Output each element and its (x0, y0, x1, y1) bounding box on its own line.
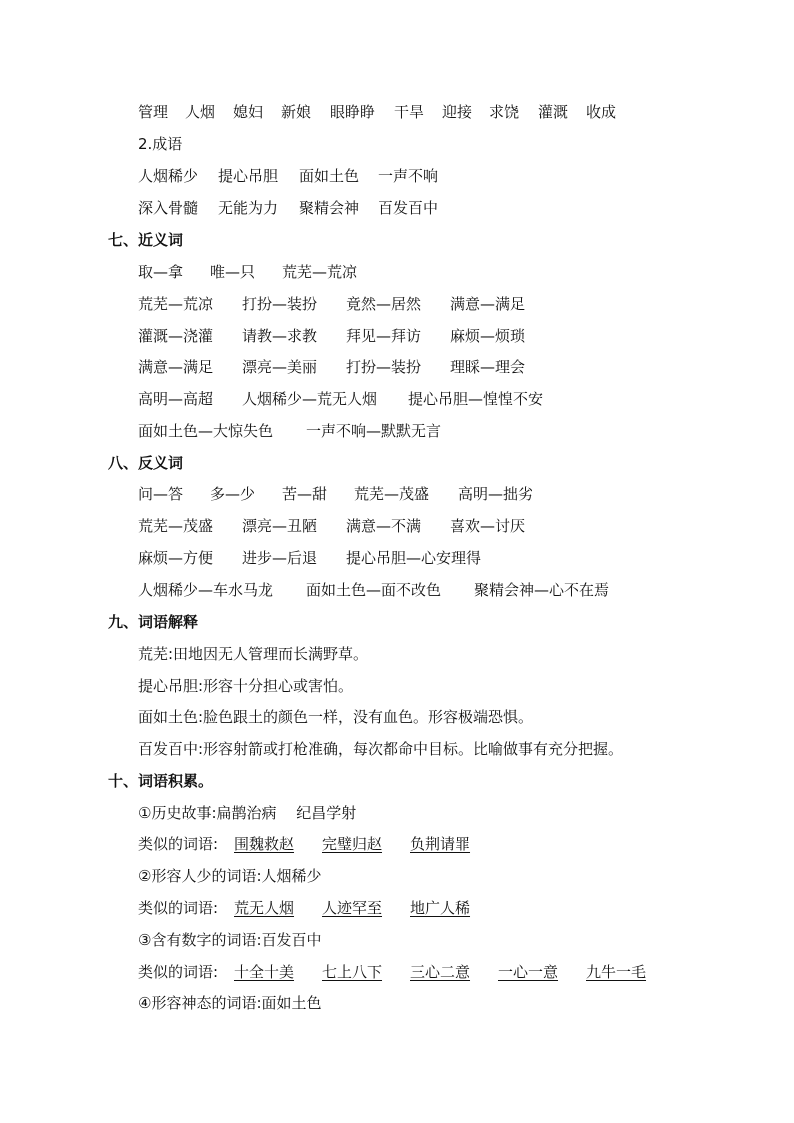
synonym-pair: 面如土色—大惊失色 (138, 422, 274, 440)
idiom: 人烟稀少 (138, 167, 199, 185)
word: 迎接 (442, 103, 473, 121)
similar-word: 人迹罕至 (322, 899, 383, 917)
similar-word: 七上八下 (322, 963, 383, 981)
antonym-pair: 聚精会神—心不在焉 (474, 581, 610, 599)
word: 干旱 (394, 103, 425, 121)
synonym-pair: 请教—求教 (242, 327, 318, 345)
explanation-item: 荒芜:田地因无人管理而长满野草。 (138, 645, 369, 663)
explanation-item: 提心吊胆:形容十分担心或害怕。 (138, 677, 354, 695)
accumulation-item: ②形容人少的词语:人烟稀少 (138, 867, 322, 885)
similar-label: 类似的词语: (138, 899, 219, 917)
similar-word: 十全十美 (234, 963, 295, 981)
synonym-pair: 灌溉—浇灌 (138, 327, 214, 345)
idioms-heading: 2.成语 (138, 135, 183, 153)
synonym-pair: 高明—高超 (138, 390, 214, 408)
antonyms-heading: 八、反义词 (108, 454, 184, 472)
antonym-pair: 提心吊胆—心安理得 (346, 549, 482, 567)
accumulation-item: ①历史故事:扁鹊治病 纪昌学射 (138, 804, 357, 822)
idiom: 聚精会神 (299, 199, 360, 217)
idiom: 无能为力 (218, 199, 279, 217)
word: 灌溉 (538, 103, 569, 121)
idiom: 深入骨髓 (138, 199, 199, 217)
word: 媳妇 (233, 103, 264, 121)
antonym-pair: 人烟稀少—车水马龙 (138, 581, 274, 599)
word: 人烟 (185, 103, 216, 121)
antonym-pair: 满意—不满 (346, 517, 422, 535)
similar-label: 类似的词语: (138, 963, 219, 981)
antonym-pair: 高明—拙劣 (458, 485, 534, 503)
accumulation-item: ③含有数字的词语:百发百中 (138, 931, 322, 949)
similar-word: 一心一意 (498, 963, 559, 981)
accumulation-item: ④形容神态的词语:面如土色 (138, 994, 322, 1012)
synonym-pair: 一声不响—默默无言 (306, 422, 442, 440)
antonym-pair: 荒芜—茂盛 (354, 485, 430, 503)
similar-word: 九牛一毛 (586, 963, 647, 981)
synonym-pair: 打扮—装扮 (242, 295, 318, 313)
idiom: 百发百中 (378, 199, 439, 217)
synonyms-heading: 七、近义词 (108, 231, 184, 249)
antonym-pair: 麻烦—方便 (138, 549, 214, 567)
synonym-pair: 提心吊胆—惶惶不安 (408, 390, 544, 408)
synonym-pair: 满意—满足 (138, 358, 214, 376)
idiom: 一声不响 (378, 167, 439, 185)
idiom: 面如土色 (299, 167, 360, 185)
antonym-pair: 多—少 (210, 485, 256, 503)
synonym-pair: 理睬—理会 (450, 358, 526, 376)
synonym-pair: 荒芜—荒凉 (138, 295, 214, 313)
similar-word: 地广人稀 (410, 899, 471, 917)
word: 求饶 (489, 103, 520, 121)
antonym-pair: 喜欢—讨厌 (450, 517, 526, 535)
antonym-pair: 面如土色—面不改色 (306, 581, 442, 599)
word: 收成 (586, 103, 617, 121)
similar-word: 负荆请罪 (410, 835, 471, 853)
synonym-pair: 打扮—装扮 (346, 358, 422, 376)
antonym-pair: 荒芜—茂盛 (138, 517, 214, 535)
idiom: 提心吊胆 (218, 167, 279, 185)
synonym-pair: 荒芜—荒凉 (282, 263, 358, 281)
accumulation-heading: 十、词语积累。 (108, 772, 214, 790)
synonym-pair: 取—拿 (138, 263, 184, 281)
synonym-pair: 人烟稀少—荒无人烟 (242, 390, 378, 408)
synonym-pair: 满意—满足 (450, 295, 526, 313)
similar-word: 围魏救赵 (234, 835, 295, 853)
antonym-pair: 漂亮—丑陋 (242, 517, 318, 535)
explanations-heading: 九、词语解释 (108, 613, 199, 631)
antonym-pair: 苦—甜 (282, 485, 328, 503)
antonym-pair: 进步—后退 (242, 549, 318, 567)
explanation-item: 面如土色:脸色跟土的颜色一样，没有血色。形容极端恐惧。 (138, 708, 534, 726)
similar-word: 三心二意 (410, 963, 471, 981)
synonym-pair: 麻烦—烦琐 (450, 327, 526, 345)
synonym-pair: 唯—只 (210, 263, 256, 281)
antonym-pair: 问—答 (138, 485, 184, 503)
similar-word: 完璧归赵 (322, 835, 383, 853)
word: 管理 (138, 103, 169, 121)
word: 新娘 (281, 103, 312, 121)
similar-word: 荒无人烟 (234, 899, 295, 917)
synonym-pair: 竟然—居然 (346, 295, 422, 313)
synonym-pair: 漂亮—美丽 (242, 358, 318, 376)
word: 眼睁睁 (330, 103, 376, 121)
similar-label: 类似的词语: (138, 835, 219, 853)
explanation-item: 百发百中:形容射箭或打枪准确，每次都命中目标。比喻做事有充分把握。 (138, 740, 624, 758)
synonym-pair: 拜见—拜访 (346, 327, 422, 345)
